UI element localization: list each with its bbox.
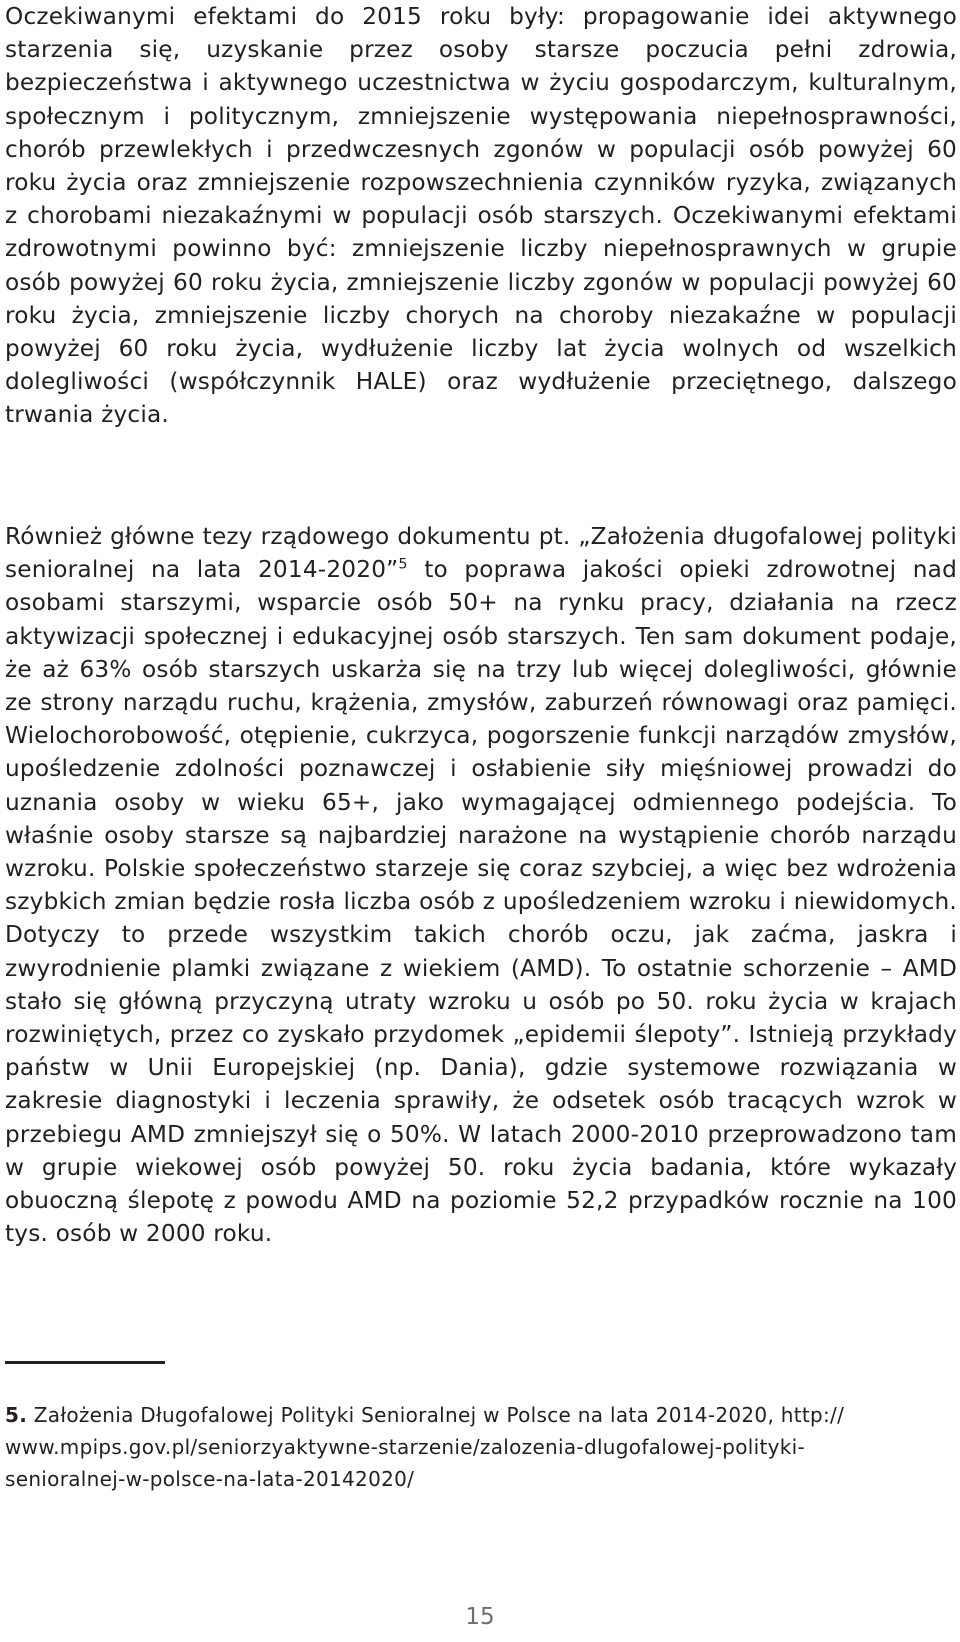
body-paragraph-1: Oczekiwanymi efektami do 2015 roku były: propagowanie idei aktywnego starzenia się, uzyskanie przez osoby starsze poczucia pełni zdrowia, bezpieczeństwa i aktywnego uczestnictwa w życiu gospodarczym, kulturalnym, społecznym i politycznym, zmniejszenie występowania niepełnosprawności, chorób przewlekłych i przedwczesnych zgonów w populacji osób powyżej 60 roku życia oraz zmniejszenie rozpowszechnienia czynników ryzyka, związanych z chorobami niezakaźnymi w populacji osób starszych. Oczekiwanymi efektami zdrowotnymi powinno być: zmniejszenie liczby niepełnosprawnych w grupie osób powyżej 60 roku życia, zmniejszenie liczby zgonów w populacji powyżej 60 roku życia, zmniejszenie liczby chorych na choroby niezakaźne w populacji powyżej 60 roku życia, wydłużenie liczby lat życia wolnych od wszelkich dolegliwości (współczynnik HALE) oraz wydłużenie przeciętnego, dalszego trwania życia.	[5, 3, 957, 429]
footnote-url-line-2: www.mpips.gov.pl/seniorzyaktywne-starzenie/zalozenia-dlugofalowej-polityki-	[5, 1435, 806, 1459]
page-number: 15	[465, 1604, 495, 1630]
footnote-separator	[5, 1361, 165, 1364]
footnote-text-line-1: Założenia Długofalowej Polityki Senioralnej w Polsce na lata 2014-2020, http://	[27, 1403, 845, 1427]
footnote-number: 5.	[5, 1403, 28, 1427]
footnote-reference-5: 5	[398, 556, 408, 573]
body-paragraph-2	[5, 520, 957, 1250]
footnote-5	[5, 1399, 957, 1495]
paragraph-2-text-end: to poprawa jakości opieki zdrowotnej nad osobami starszymi, wsparcie osób 50+ na rynku pracy, działania na rzecz aktywizacji społecznej i edukacyjnej osób starszych. Ten sam dokument podaje, że aż 63% osób starszych uskarża się na trzy lub więcej dolegliwości, głównie ze strony narządu ruchu, krążenia, zmysłów, zaburzeń równowagi oraz pamięci. Wielochorobowość, otępienie, cukrzyca, pogorszenie funkcji narządów zmysłów, upośledzenie zdolności poznawczej i osłabienie siły mięśniowej prowadzi do uznania osoby w wieku 65+, jako wymagającej odmiennego podejścia. To właśnie osoby starsze są najbardziej narażone na wystąpienie chorób narządu wzroku. Polskie społeczeństwo starzeje się coraz szybciej, a więc bez wdrożenia szybkich zmian będzie rosła liczba osób z upośledzeniem wzroku i niewidomych. Dotyczy to przede wszystkim takich chorób oczu, jak zaćma, jaskra i zwyrodnienie plamki związane z wiekiem (AMD). To ostatnie schorzenie – AMD stało się główną przyczyną utraty wzroku u osób po 50. roku życia w krajach rozwiniętych, przez co zyskało przydomek „epidemii ślepoty”. Istnieją przykłady państw w Unii Europejskiej (np. Dania), gdzie systemowe rozwiązania w zakresie diagnostyki i leczenia sprawiły, że odsetek osób tracących wzrok w przebiegu AMD zmniejszył się o 50%. W latach 2000-2010 przeprowadzono tam w grupie wiekowej osób powyżej 50. roku życia badania, które wykazały obuoczną ślepotę z powodu AMD na poziomie 52,2 przypadków rocznie na 100 tys. osób w 2000 roku.	[5, 556, 957, 1248]
footnote-url-line-3: senioralnej-w-polsce-na-lata-20142020/	[5, 1467, 415, 1491]
paragraph-2-text-start: Również główne tezy rządowego dokumentu pt. „Założenia długofalowej polityki senioralnej na lata 2014-2020”	[5, 523, 957, 584]
